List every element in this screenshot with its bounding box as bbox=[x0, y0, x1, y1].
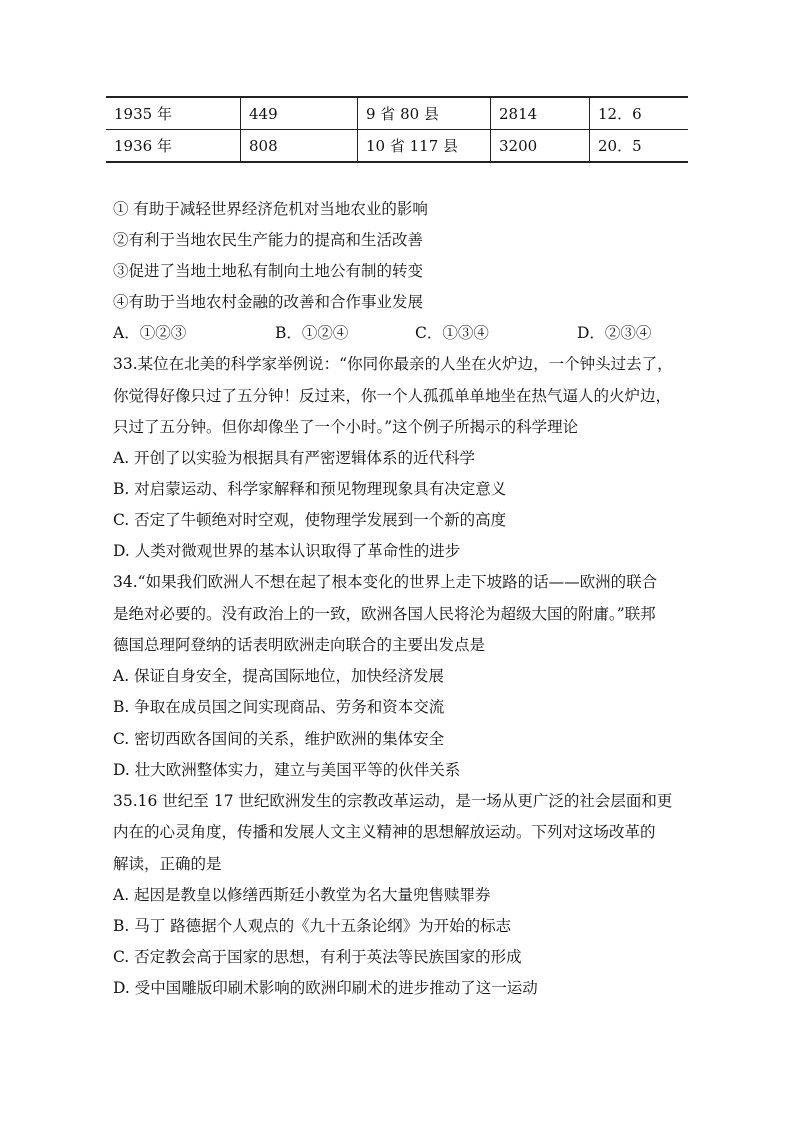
table-cell: 9 省 80 县 bbox=[358, 97, 491, 130]
q35-stem-line: 35.16 世纪至 17 世纪欧洲发生的宗教改革运动，是一场从更广泛的社会层面和更 bbox=[113, 792, 673, 810]
q34-option-a: A. 保证自身安全，提高国际地位，加快经济发展 bbox=[113, 667, 445, 685]
q34-stem-line: 34.“如果我们欧洲人不想在起了根本变化的世界上走下坡路的话——欧洲的联合 bbox=[113, 573, 658, 591]
q34-option-b: B. 争取在成员国之间实现商品、劳务和资本交流 bbox=[113, 698, 445, 716]
q33-stem-line: 33.某位在北美的科学家举例说：“你同你最亲的人坐在火炉边，一个钟头过去了， bbox=[113, 355, 673, 373]
q34-stem-line: 是绝对必要的。没有政治上的一致，欧洲各国人民将沦为超级大国的附庸。”联邦 bbox=[113, 605, 656, 623]
table-cell: 1935 年 bbox=[106, 97, 241, 130]
statement-1: ① 有助于减轻世界经济危机对当地农业的影响 bbox=[113, 200, 428, 218]
q35-option-a: A. 起因是教皇以修缮西斯廷小教堂为名大量兜售赎罪券 bbox=[113, 886, 491, 904]
q33-stem-line: 你觉得好像只过了五分钟！反过来，你一个人孤孤单单地坐在热气逼人的火炉边， bbox=[113, 387, 672, 405]
table-cell: 449 bbox=[241, 97, 358, 130]
statistics-table bbox=[106, 96, 688, 163]
table-cell: 808 bbox=[241, 130, 358, 163]
option-a: A．①②③ bbox=[113, 324, 187, 342]
q33-option-c: C. 否定了牛顿绝对时空观，使物理学发展到一个新的高度 bbox=[113, 511, 507, 529]
q32-options bbox=[113, 323, 693, 343]
table-cell: 20．5 bbox=[590, 130, 689, 163]
q33-stem-line: 只过了五分钟。但你却像坐了一个小时。”这个例子所揭示的科学理论 bbox=[113, 418, 579, 436]
q34-stem-line: 德国总理阿登纳的话表明欧洲走向联合的主要出发点是 bbox=[113, 636, 486, 654]
q33-option-a: A. 开创了以实验为根据具有严密逻辑体系的近代科学 bbox=[113, 449, 476, 467]
q34-option-c: C. 密切西欧各国间的关系，维护欧洲的集体安全 bbox=[113, 730, 445, 748]
statement-2: ②有利于当地农民生产能力的提高和生活改善 bbox=[113, 231, 424, 249]
table-row bbox=[106, 97, 688, 130]
q35-option-b: B. 马丁 路德据个人观点的《九十五条论纲》为开始的标志 bbox=[113, 917, 512, 935]
table-row bbox=[106, 130, 688, 163]
q35-option-c: C. 否定教会高于国家的思想，有利于英法等民族国家的形成 bbox=[113, 948, 522, 966]
q35-option-d: D. 受中国雕版印刷术影响的欧洲印刷术的进步推动了这一运动 bbox=[113, 979, 538, 997]
table-cell: 1936 年 bbox=[106, 130, 241, 163]
table-cell: 2814 bbox=[491, 97, 590, 130]
option-c: C．①③④ bbox=[415, 324, 489, 342]
q33-option-b: B. 对启蒙运动、科学家解释和预见物理现象具有决定意义 bbox=[113, 480, 507, 498]
table-cell: 10 省 117 县 bbox=[358, 130, 491, 163]
option-d: D．②③④ bbox=[577, 324, 652, 342]
statement-3: ③促进了当地土地私有制向土地公有制的转变 bbox=[113, 262, 424, 280]
q35-stem-line: 内在的心灵角度，传播和发展人文主义精神的思想解放运动。下列对这场改革的 bbox=[113, 823, 656, 841]
table-cell: 3200 bbox=[491, 130, 590, 163]
statement-4: ④有助于当地农村金融的改善和合作事业发展 bbox=[113, 293, 424, 311]
q35-stem-line: 解读，正确的是 bbox=[113, 855, 222, 873]
table-cell: 12．6 bbox=[590, 97, 689, 130]
q34-option-d: D. 壮大欧洲整体实力，建立与美国平等的伙伴关系 bbox=[113, 761, 461, 779]
option-b: B．①②④ bbox=[275, 324, 349, 342]
q33-option-d: D. 人类对微观世界的基本认识取得了革命性的进步 bbox=[113, 542, 461, 560]
